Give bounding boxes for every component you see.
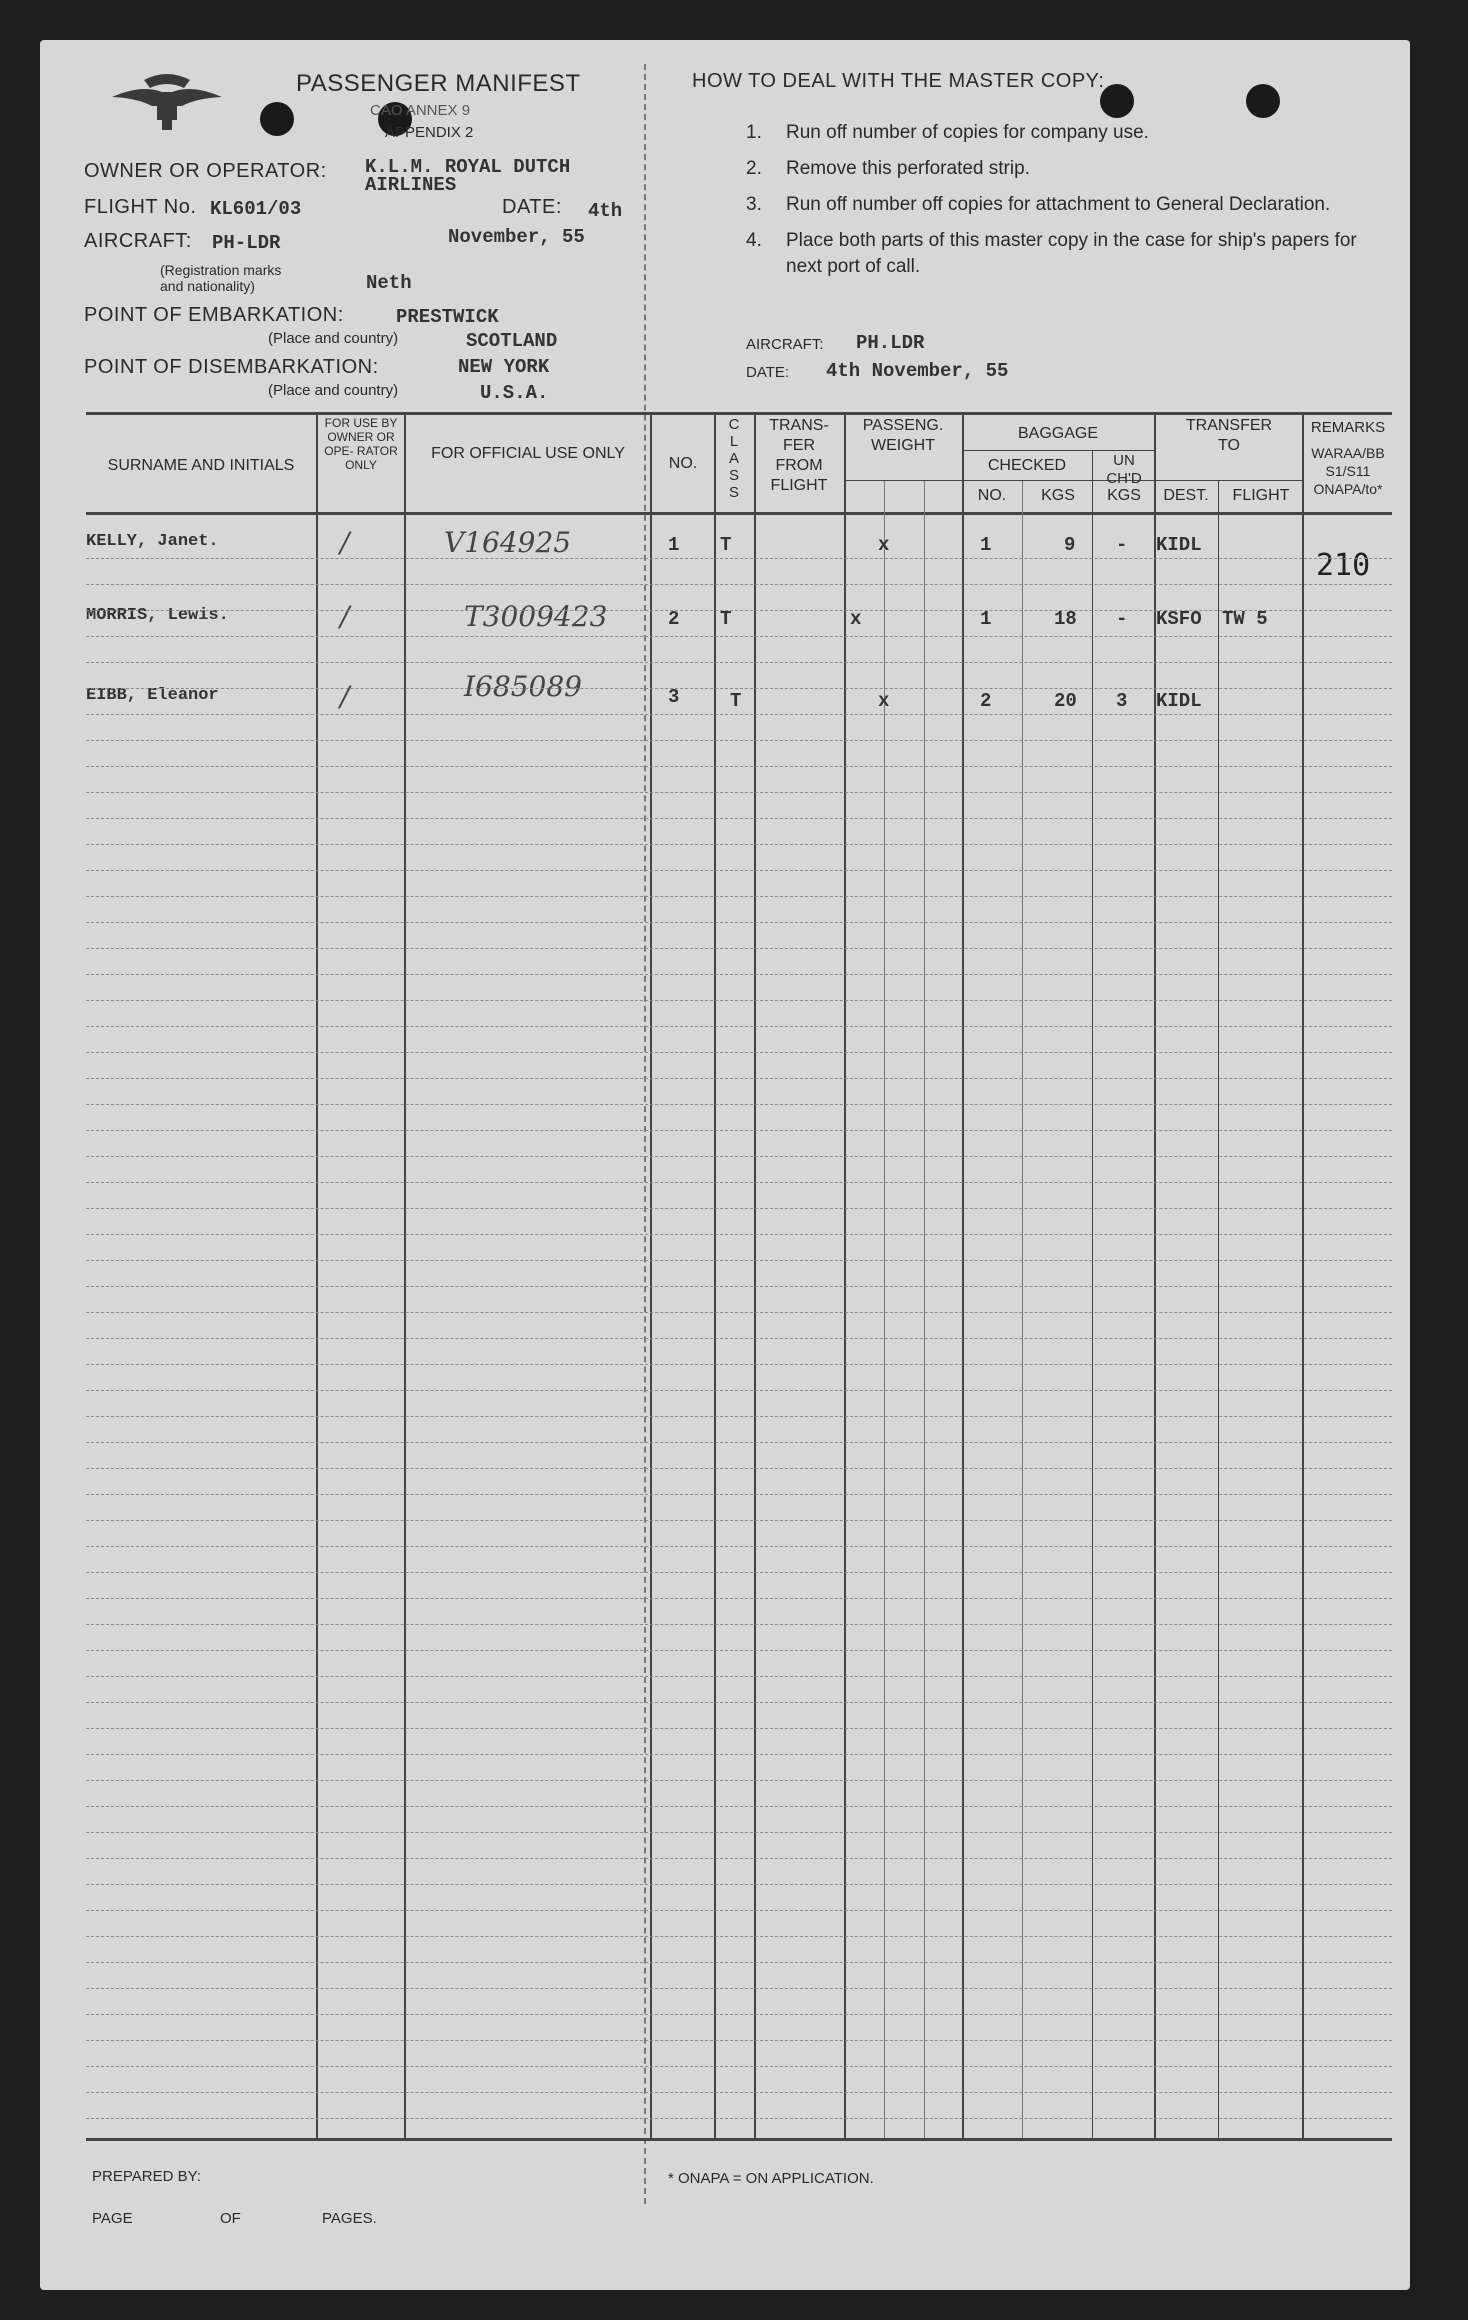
row-name: EIBB, Eleanor: [86, 686, 219, 705]
ruled-line: [86, 870, 1392, 871]
date-label: DATE:: [502, 196, 562, 218]
manifest-page: [40, 40, 1410, 2290]
ruled-line: [86, 1260, 1392, 1261]
col-checked-no: NO.: [977, 487, 1007, 504]
ruled-line: [86, 636, 1392, 637]
ruled-line: [86, 1598, 1392, 1599]
row-weight: x: [878, 690, 890, 712]
row-official: V164925: [444, 526, 572, 559]
ruled-line: [86, 1780, 1392, 1781]
instruction-num: 3.: [746, 194, 762, 215]
punch-hole: [1246, 84, 1280, 118]
row-name: KELLY, Janet.: [86, 532, 219, 551]
embarkation-value: PRESTWICK: [396, 306, 499, 328]
ruled-line: [86, 1754, 1392, 1755]
table-top-rule: [86, 412, 1392, 415]
row-no: 1: [668, 534, 680, 556]
weight-subcol: [924, 480, 925, 2138]
ruled-line: [86, 818, 1392, 819]
col-checked-kgs: KGS: [1041, 487, 1075, 504]
disembarkation-label: POINT OF DISEMBARKATION:: [84, 356, 379, 378]
ruled-line: [86, 662, 1392, 663]
row-owner-mark: /: [340, 600, 350, 633]
row-bag-kgs: 18: [1054, 608, 1077, 630]
col-sep: [754, 412, 756, 2138]
ruled-line: [86, 1936, 1392, 1937]
ruled-line: [86, 1988, 1392, 1989]
ruled-line: [86, 2014, 1392, 2015]
instruction-num: 2.: [746, 158, 762, 179]
instruction-text: Remove this perforated strip.: [786, 158, 1030, 179]
ruled-line: [86, 1962, 1392, 1963]
instruction-item: [746, 120, 1386, 146]
ruled-line: [86, 1624, 1392, 1625]
ruled-line: [86, 1208, 1392, 1209]
ruled-line: [86, 740, 1392, 741]
ruled-line: [86, 714, 1392, 715]
row-no: 3: [668, 686, 680, 708]
ruled-line: [86, 1052, 1392, 1053]
aircraft-label: AIRCRAFT:: [84, 230, 192, 252]
ruled-line: [86, 1390, 1392, 1391]
owner-label: OWNER OR OPERATOR:: [84, 160, 327, 182]
place-note-disembark: (Place and country): [268, 382, 399, 399]
ruled-line: [86, 1858, 1392, 1859]
col-sep: [844, 412, 846, 2138]
weight-subcol: [884, 480, 885, 2138]
ruled-line: [86, 1078, 1392, 1079]
row-weight: x: [850, 608, 862, 630]
punch-hole: [260, 102, 294, 136]
instr-date-label: DATE:: [746, 364, 790, 381]
row-unchd: 3: [1116, 690, 1128, 712]
row-no: 2: [668, 608, 680, 630]
prepared-by-label: PREPARED BY:: [92, 2168, 201, 2185]
row-weight: x: [878, 534, 890, 556]
perforation-line: [644, 64, 646, 2204]
col-sep: [650, 412, 652, 2138]
ruled-line: [86, 1650, 1392, 1651]
ruled-line: [86, 2092, 1392, 2093]
col-checked: CHECKED: [987, 457, 1067, 474]
ruled-line: [86, 1494, 1392, 1495]
ruled-line: [86, 974, 1392, 975]
instruction-item: [746, 192, 1386, 218]
ruled-line: [86, 1546, 1392, 1547]
ruled-line: [86, 1000, 1392, 1001]
ruled-line: [86, 922, 1392, 923]
ruled-line: [86, 1676, 1392, 1677]
pages-label: PAGES.: [322, 2210, 377, 2227]
ruled-line: [86, 1130, 1392, 1131]
row-name: MORRIS, Lewis.: [86, 606, 229, 625]
col-transfer-from: TRANS- FER FROM FLIGHT: [769, 417, 829, 494]
ruled-line: [86, 2118, 1392, 2119]
col-sep: [1154, 412, 1156, 2138]
col-unchd: UN CH'D: [1106, 452, 1142, 487]
row-class: T: [720, 608, 732, 630]
embarkation-label: POINT OF EMBARKATION:: [84, 304, 344, 326]
date-value-line2: November, 55: [448, 226, 585, 248]
ruled-line: [86, 766, 1392, 767]
ruled-line: [86, 2040, 1392, 2041]
col-remarks-codes: WARAA/BB S1/S11 ONAPA/to*: [1311, 445, 1385, 497]
col-sep: [316, 412, 318, 2138]
ruled-line: [86, 792, 1392, 793]
embarkation-country: SCOTLAND: [466, 330, 558, 352]
ruled-line: [86, 1702, 1392, 1703]
col-unchd-kgs: KGS: [1107, 487, 1141, 504]
row-dest: KIDL: [1156, 534, 1202, 556]
row-official: T3009423: [464, 600, 608, 633]
disembarkation-value: NEW YORK: [458, 356, 550, 378]
ruled-line: [86, 1234, 1392, 1235]
row-bag-kgs: 9: [1064, 534, 1076, 556]
col-sep: [1218, 480, 1219, 2138]
row-flight: TW 5: [1222, 608, 1268, 630]
page-label: PAGE: [92, 2210, 133, 2227]
col-sep: [962, 412, 964, 2138]
instruction-item: [746, 156, 1386, 182]
col-remarks: REMARKS: [1310, 419, 1386, 436]
col-sep: [714, 412, 716, 2138]
ruled-line: [86, 688, 1392, 689]
col-dest: DEST.: [1163, 487, 1209, 504]
weight-subrule: [844, 480, 962, 481]
instructions-title: HOW TO DEAL WITH THE MASTER COPY:: [692, 70, 1105, 92]
ruled-line: [86, 1364, 1392, 1365]
row-unchd: -: [1116, 608, 1128, 630]
col-surname: SURNAME AND INITIALS: [107, 457, 295, 474]
col-owner-use: FOR USE BY OWNER OR OPE- RATOR ONLY: [324, 416, 398, 472]
airline-logo-icon: [102, 62, 232, 142]
instr-date-value: 4th November, 55: [826, 360, 1009, 382]
ruled-line: [86, 1286, 1392, 1287]
ruled-line: [86, 1520, 1392, 1521]
appendix-label: APPENDIX 2: [385, 124, 474, 141]
place-note-embark: (Place and country): [268, 330, 399, 347]
nationality-value: Neth: [366, 272, 412, 294]
instr-aircraft-label: AIRCRAFT:: [746, 336, 824, 353]
baggage-subrule: [962, 450, 1154, 451]
ruled-line: [86, 1442, 1392, 1443]
col-baggage: BAGGAGE: [1017, 425, 1099, 442]
instruction-text: Run off number of copies for company use.: [786, 122, 1149, 143]
col-weight: PASSENG. WEIGHT: [862, 417, 944, 454]
ruled-line: [86, 610, 1392, 611]
instruction-text: Place both parts of this master copy in the case for ship's papers for next port of call.: [786, 230, 1357, 277]
table-header-rule: [86, 512, 1392, 515]
aircraft-value: PH-LDR: [212, 232, 281, 254]
ruled-line: [86, 1026, 1392, 1027]
baggage-subcol: [1022, 480, 1023, 2138]
ruled-line: [86, 1182, 1392, 1183]
row-owner-mark: /: [340, 526, 350, 559]
col-transfer-to: TRANSFER TO: [1185, 417, 1273, 454]
row-official: I685089: [464, 670, 582, 703]
row-dest: KIDL: [1156, 690, 1202, 712]
row-bag-no: 1: [980, 534, 992, 556]
row-dest: KSFO: [1156, 608, 1202, 630]
annex-label: CAO ANNEX 9: [370, 102, 471, 119]
transfer-subrule: [1154, 480, 1302, 481]
col-sep: [1302, 412, 1304, 2138]
ruled-line: [86, 584, 1392, 585]
ruled-line: [86, 558, 1392, 559]
registration-note: [160, 262, 281, 294]
ruled-line: [86, 1312, 1392, 1313]
ruled-line: [86, 1910, 1392, 1911]
row-owner-mark: /: [340, 680, 350, 713]
ruled-line: [86, 1468, 1392, 1469]
ruled-line: [86, 1884, 1392, 1885]
table-bottom-rule: [86, 2138, 1392, 2141]
registration-note-line2: and nationality): [160, 278, 255, 294]
col-class: CLASS: [728, 416, 740, 501]
registration-note-line1: (Registration marks: [160, 262, 282, 278]
ruled-line: [86, 844, 1392, 845]
owner-value: K.L.M. ROYAL DUTCH AIRLINES: [365, 156, 571, 196]
date-value-line1: 4th: [588, 200, 623, 222]
row-class: T: [730, 690, 742, 712]
ruled-line: [86, 1572, 1392, 1573]
col-no: NO.: [668, 455, 698, 472]
row-bag-no: 1: [980, 608, 992, 630]
manifest-title: PASSENGER MANIFEST: [296, 70, 581, 97]
instruction-text: Run off number off copies for attachment to General Declaration.: [786, 194, 1331, 215]
ruled-line: [86, 2066, 1392, 2067]
ruled-line: [86, 948, 1392, 949]
instr-aircraft-value: PH.LDR: [856, 332, 925, 354]
ruled-line: [86, 1728, 1392, 1729]
col-sep: [404, 412, 406, 2138]
flight-label: FLIGHT No.: [84, 196, 197, 218]
disembarkation-country: U.S.A.: [480, 382, 549, 404]
row-bag-kgs: 20: [1054, 690, 1077, 712]
col-flight: FLIGHT: [1232, 487, 1290, 504]
ruled-line: [86, 896, 1392, 897]
ruled-line: [86, 1104, 1392, 1105]
onapa-note: * ONAPA = ON APPLICATION.: [668, 2170, 874, 2187]
of-label: OF: [220, 2210, 241, 2227]
instruction-item: [746, 228, 1386, 280]
ruled-line: [86, 1156, 1392, 1157]
row-unchd: -: [1116, 534, 1128, 556]
col-official: FOR OFFICIAL USE ONLY: [431, 445, 625, 462]
instruction-num: 1.: [746, 122, 762, 143]
instructions-list: [746, 120, 1386, 280]
ruled-line: [86, 1806, 1392, 1807]
ruled-line: [86, 1832, 1392, 1833]
ruled-line: [86, 1338, 1392, 1339]
row-class: T: [720, 534, 732, 556]
ruled-line: [86, 1416, 1392, 1417]
flight-value: KL601/03: [210, 198, 302, 220]
punch-hole: [1100, 84, 1134, 118]
row-bag-no: 2: [980, 690, 992, 712]
row-remark: 210: [1316, 548, 1371, 583]
instruction-num: 4.: [746, 230, 762, 251]
